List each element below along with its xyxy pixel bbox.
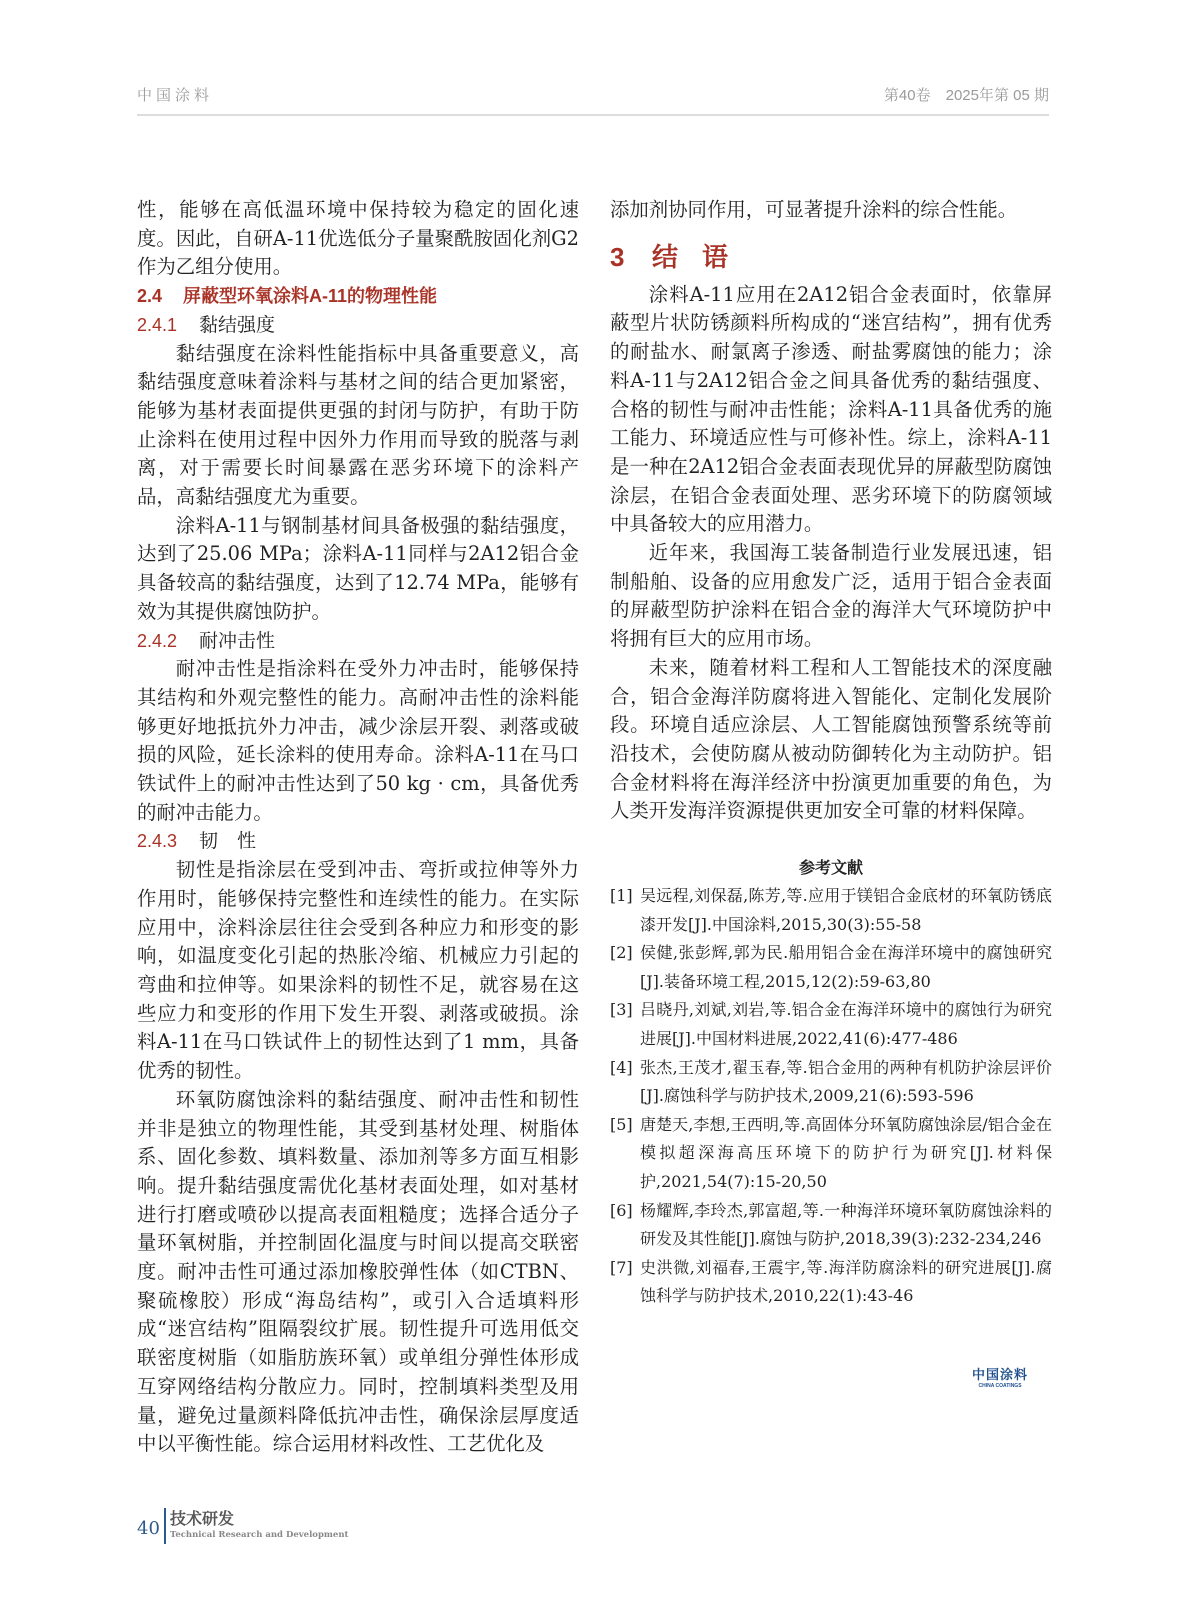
journal-name: 中国涂料 (137, 87, 214, 104)
footer-divider (164, 1508, 166, 1544)
left-column (137, 196, 579, 1459)
section-number: 3 (610, 241, 625, 272)
reference-item (610, 1054, 1052, 1111)
paragraph: 涂料A-11应用在2A12铝合金表面时，依靠屏蔽型片状防锈颜料所构成的“迷宫结构”，拥有优秀的耐盐水、耐氯离子渗透、耐盐雾腐蚀的能力；涂料A-11与2A12铝合金之间具备优秀的黏结强度、合格的韧性与耐冲击性能；涂料A-11具备优秀的施工能力、环境适应性与可修补性。综上，涂料A-11是一种在2A12铝合金表面表现优异的屏蔽型防腐蚀涂层，在铝合金表面处理、恶劣环境下的防腐领域中具备较大的应用潜力。 (610, 282, 1052, 536)
reference-number: [7] (610, 1257, 633, 1277)
running-header (137, 84, 1049, 116)
section-heading-3 (610, 237, 1052, 277)
reference-number: [6] (610, 1200, 633, 1220)
section-number: 2.4 (137, 286, 163, 307)
reference-number: [1] (610, 886, 633, 906)
paragraph: 韧性是指涂层在受到冲击、弯折或拉伸等外力作用时，能够保持完整性和连续性的能力。在实际应用中，涂料涂层往往会受到各种应力和形变的影响，如温度变化引起的热胀冷缩、机械应力引起的弯曲和拉伸等。如果涂料的韧性不足，就容易在这些应力和变形的作用下发生开裂、剥落或破损。涂料A-11在马口铁试件上的韧性达到了1 mm，具备优秀的韧性。 (137, 858, 579, 1083)
paragraph: 黏结强度在涂料性能指标中具备重要意义，高黏结强度意味着涂料与基材之间的结合更加紧密，能够为基材表面提供更强的封闭与防护，有助于防止涂料在使用过程中因外力作用而导致的脱落与剥离，对于需要长时间暴露在恶劣环境下的涂料产品，高黏结强度尤为重要。 (137, 341, 579, 509)
paragraph: 未来，随着材料工程和人工智能技术的深度融合，铝合金海洋防腐将进入智能化、定制化发展阶段。环境自适应涂层、人工智能腐蚀预警系统等前沿技术，会使防腐从被动防御转化为主动防护。铝合金材料将在海洋经济中扮演更加重要的角色，为人类开发海洋资源提供更加安全可靠的材料保障。 (610, 655, 1052, 823)
reference-list (610, 882, 1052, 1311)
section-label: 技术研发 (170, 1511, 235, 1528)
reference-text: 吕晓丹,刘斌,刘岩,等.铝合金在海洋环境中的腐蚀行为研究进展[J].中国材料进展,2022,41(6):477-486 (640, 1000, 1052, 1049)
reference-number: [2] (610, 943, 633, 963)
reference-text: 唐楚天,李想,王西明,等.高固体分环氧防腐蚀涂层/铝合金在模拟超深海高压环境下的防护行为研究[J].材料保护,2021,54(7):15-20,50 (640, 1114, 1052, 1191)
paragraph: 涂料A-11与钢制基材间具备极强的黏结强度，达到了25.06 MPa；涂料A-11同样与2A12铝合金具备较高的黏结强度，达到了12.74 MPa，能够有效为其提供腐蚀防护。 (137, 513, 579, 623)
section-title: 黏结强度 (199, 313, 276, 336)
references-title: 参考文献 (798, 858, 863, 878)
reference-text: 吴远程,刘保磊,陈芳,等.应用于镁铝合金底材的环氧防锈底漆开发[J].中国涂料,2015,30(3):55-58 (640, 886, 1052, 934)
right-column (610, 196, 1052, 1311)
reference-text: 史洪微,刘福春,王震宇,等.海洋防腐涂料的研究进展[J].腐蚀科学与防护技术,2010,22(1):43-46 (640, 1257, 1052, 1306)
paragraph: 环氧防腐蚀涂料的黏结强度、耐冲击性和韧性并非是独立的物理性能，其受到基材处理、树脂体系、固化参数、填料数量、添加剂等多方面互相影响。提升黏结强度需优化基材表面处理，如对基材进行打磨或喷砂以提高表面粗糙度；选择合适分子量环氧树脂，并控制固化温度与时间以提高交联密度。耐冲击性可通过添加橡胶弹性体（如CTBN、聚硫橡胶）形成“海岛结构”，或引入合适填料形成“迷宫结构”阻隔裂纹扩展。韧性提升可选用低交联密度树脂（如脂肪族环氧）或单组分弹性体形成互穿网络结构分散应力。同时，控制填料类型及用量，避免过量颜料降低抗冲击性，确保涂层厚度适中以平衡性能。综合运用材料改性、工艺优化及 (137, 1087, 579, 1456)
issue-info: 第40卷 2025年第 05 期 (883, 87, 1049, 104)
section-title: 结语 (652, 241, 753, 272)
section-title: 耐冲击性 (199, 629, 276, 652)
reference-number: [3] (610, 1000, 633, 1020)
section-number: 2.4.2 (137, 630, 178, 651)
section-number: 2.4.1 (137, 314, 178, 335)
page-number: 40 (137, 1518, 160, 1539)
reference-item (610, 1111, 1052, 1197)
reference-item (610, 1254, 1052, 1311)
paragraph: 添加剂协同作用，可显著提升涂料的综合性能。 (610, 198, 1018, 221)
reference-item (610, 1197, 1052, 1254)
section-number: 2.4.3 (137, 831, 178, 852)
section-title: 屏蔽型环氧涂料A-11的物理性能 (183, 286, 438, 307)
section-heading-2-4 (137, 282, 579, 311)
reference-number: [4] (610, 1057, 633, 1077)
journal-logo (972, 1364, 1028, 1389)
reference-text: 杨耀辉,李玲杰,郭富超,等.一种海洋环境环氧防腐蚀涂料的研发及其性能[J].腐蚀与防护,2018,39(3):232-234,246 (640, 1200, 1052, 1249)
logo-chinese: 中国涂料 (972, 1367, 1029, 1382)
reference-item (610, 939, 1052, 996)
paragraph: 耐冲击性是指涂料在受外力冲击时，能够保持其结构和外观完整性的能力。高耐冲击性的涂料能够更好地抵抗外力冲击，减少涂层开裂、剥落或破损的风险，延长涂料的使用寿命。涂料A-11在马口铁试件上的耐冲击性达到了50 kg · cm，具备优秀的耐冲击能力。 (137, 657, 579, 824)
reference-item (610, 882, 1052, 939)
logo-english: CHINA COATINGS (978, 1383, 1022, 1389)
subsection-heading-2-4-1 (137, 311, 579, 340)
reference-text: 侯健,张彭辉,郭为民.船用铝合金在海洋环境中的腐蚀研究[J].装备环境工程,2015,12(2):59-63,80 (640, 943, 1052, 991)
reference-text: 张杰,王茂才,翟玉春,等.铝合金用的两种有机防护涂层评价[J].腐蚀科学与防护技术,2009,21(6):593-596 (640, 1057, 1052, 1106)
paragraph: 性，能够在高低温环境中保持较为稳定的固化速度。因此，自研A-11优选低分子量聚酰胺固化剂G2作为乙组分使用。 (137, 198, 579, 279)
paragraph: 近年来，我国海工装备制造行业发展迅速，铝制船舶、设备的应用愈发广泛，适用于铝合金表面的屏蔽型防护涂料在铝合金的海洋大气环境防护中将拥有巨大的应用市场。 (610, 541, 1052, 651)
section-label-english: Technical Research and Development (170, 1530, 349, 1540)
section-title: 韧 性 (199, 830, 257, 853)
subsection-heading-2-4-3 (137, 827, 579, 856)
reference-number: [5] (610, 1114, 633, 1134)
subsection-heading-2-4-2 (137, 627, 579, 656)
reference-item (610, 996, 1052, 1053)
